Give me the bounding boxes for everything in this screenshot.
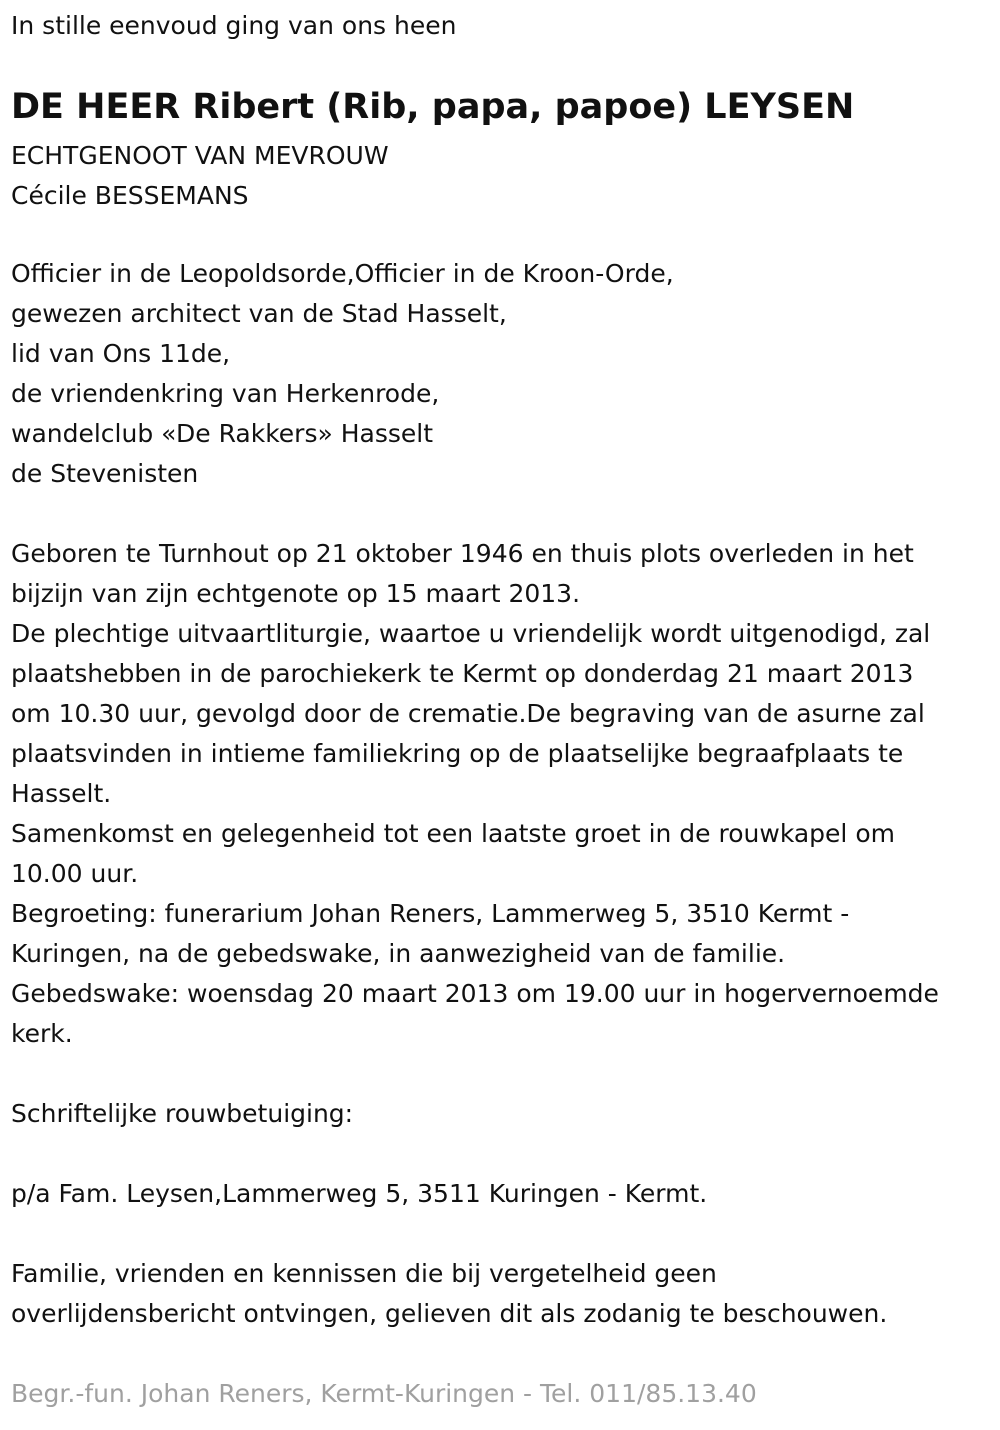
detail-line: Samenkomst en gelegenheid tot een laatste groet in de rouwkapel om: [11, 819, 895, 848]
detail-line: Begroeting: funerarium Johan Reners, Lammerweg 5, 3510 Kermt -: [11, 899, 850, 928]
detail-line: De plechtige uitvaartliturgie, waartoe u vriendelijk wordt uitgenodigd, zal: [11, 619, 931, 648]
title-line: gewezen architect van de Stad Hasselt,: [11, 299, 507, 328]
detail-line: Kuringen, na de gebedswake, in aanwezigheid van de familie.: [11, 939, 786, 968]
title-line: Officier in de Leopoldsorde,Officier in de Kroon-Orde,: [11, 259, 674, 288]
spouse-line: Cécile BESSEMANS: [11, 181, 249, 210]
spouse-line: ECHTGENOOT VAN MEVROUW: [11, 141, 389, 170]
title-line: lid van Ons 11de,: [11, 339, 231, 368]
family-note-line: Familie, vrienden en kennissen die bij vergetelheid geen: [11, 1259, 717, 1288]
detail-line: plaatsvinden in intieme familiekring op de plaatselijke begraafplaats te: [11, 739, 904, 768]
condolence-label: Schriftelijke rouwbetuiging:: [11, 1099, 354, 1128]
family-note: [11, 1254, 887, 1334]
intro-text: In stille eenvoud ging van ons heen: [11, 11, 457, 40]
detail-line: 10.00 uur.: [11, 859, 139, 888]
title-line: de Stevenisten: [11, 459, 199, 488]
detail-line: kerk.: [11, 1019, 73, 1048]
funeral-details: [11, 534, 939, 1054]
condolence-address: p/a Fam. Leysen,Lammerweg 5, 3511 Kuringen - Kermt.: [11, 1179, 708, 1208]
titles-block: [11, 254, 674, 494]
detail-line: Geboren te Turnhout op 21 oktober 1946 en thuis plots overleden in het: [11, 539, 914, 568]
family-note-line: overlijdensbericht ontvingen, gelieven dit als zodanig te beschouwen.: [11, 1299, 888, 1328]
funeral-home-footer: Begr.-fun. Johan Reners, Kermt-Kuringen - Tel. 011/85.13.40: [11, 1379, 757, 1408]
detail-line: Gebedswake: woensdag 20 maart 2013 om 19.00 uur in hogervernoemde: [11, 979, 939, 1008]
detail-line: plaatshebben in de parochiekerk te Kermt op donderdag 21 maart 2013: [11, 659, 914, 688]
detail-line: bijzijn van zijn echtgenote op 15 maart 2013.: [11, 579, 581, 608]
spouse-block: [11, 136, 389, 216]
detail-line: om 10.30 uur, gevolgd door de crematie.De begraving van de asurne zal: [11, 699, 925, 728]
detail-line: Hasselt.: [11, 779, 112, 808]
title-line: wandelclub «De Rakkers» Hasselt: [11, 419, 434, 448]
deceased-name: DE HEER Ribert (Rib, papa, papoe) LEYSEN: [11, 87, 855, 127]
title-line: de vriendenkring van Herkenrode,: [11, 379, 440, 408]
